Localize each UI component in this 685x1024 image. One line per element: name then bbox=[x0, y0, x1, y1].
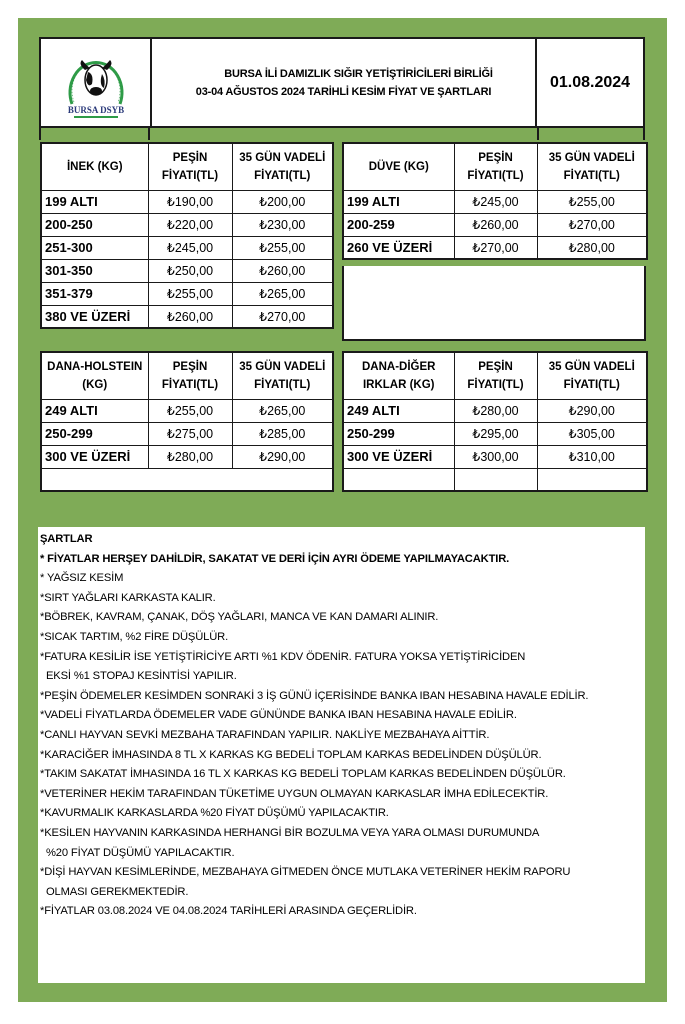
cash-price: ₺245,00 bbox=[454, 190, 537, 213]
column-header-cash-price: PEŞİN FİYATI(TL) bbox=[148, 143, 232, 190]
organization-title: BURSA İLİ DAMIZLIK SIĞIR YETİŞTİRİCİLERİ BİRLİĞİ bbox=[224, 67, 493, 80]
divider bbox=[148, 126, 150, 140]
condition-line: *TAKIM SAKATAT İMHASINDA 16 TL X KARKAS KG BEDELİ TOPLAM KARKAS BEDELİNDEN DÜŞÜLÜR. bbox=[40, 768, 566, 781]
table-header-row bbox=[41, 143, 333, 190]
term-price: ₺230,00 bbox=[232, 213, 333, 236]
term-price: ₺305,00 bbox=[537, 422, 647, 445]
weight-range: 260 VE ÜZERİ bbox=[343, 236, 454, 259]
header-spacer-row bbox=[39, 126, 645, 140]
cash-price: ₺255,00 bbox=[148, 282, 232, 305]
cash-price: ₺260,00 bbox=[454, 213, 537, 236]
weight-range: 200-259 bbox=[343, 213, 454, 236]
conditions-section bbox=[38, 527, 645, 983]
condition-line: OLMASI GEREKMEKTEDİR. bbox=[46, 885, 189, 898]
divider bbox=[537, 126, 539, 140]
weight-range: 199 ALTI bbox=[41, 190, 148, 213]
table-row bbox=[41, 399, 333, 422]
dana-diger-price-table bbox=[342, 351, 648, 492]
condition-line: * YAĞSIZ KESİM bbox=[40, 572, 124, 585]
empty-cell bbox=[343, 468, 454, 491]
column-header-weight: DANA-HOLSTEIN (KG) bbox=[41, 352, 148, 399]
duve-price-table bbox=[342, 142, 648, 260]
bursa-dsyb-logo-icon bbox=[60, 44, 132, 122]
term-price: ₺265,00 bbox=[232, 399, 333, 422]
table-row bbox=[41, 282, 333, 305]
table-row bbox=[41, 305, 333, 328]
column-header-35-day-price: 35 GÜN VADELİ FİYATI(TL) bbox=[537, 143, 647, 190]
cash-price: ₺280,00 bbox=[148, 445, 232, 468]
weight-range: 300 VE ÜZERİ bbox=[343, 445, 454, 468]
dana-holstein-price-table bbox=[40, 351, 334, 492]
document-date: 01.08.2024 bbox=[549, 73, 631, 91]
condition-line: *KESİLEN HAYVANIN KARKASINDA HERHANGİ BİR BOZULMA VEYA YARA OLMASI DURUMUNDA bbox=[40, 826, 540, 839]
condition-line: %20 FİYAT DÜŞÜMÜ YAPILACAKTIR. bbox=[46, 846, 235, 859]
condition-line: EKSİ %1 STOPAJ KESİNTİSİ YAPILIR. bbox=[46, 670, 237, 683]
inek-price-table bbox=[40, 142, 334, 329]
condition-line: *DİŞİ HAYVAN KESİMLERİNDE, MEZBAHAYA GİTMEDEN ÖNCE MUTLAKA VETERİNER HEKİM RAPORU bbox=[40, 866, 571, 879]
table-row bbox=[343, 213, 647, 236]
empty-cell bbox=[537, 468, 647, 491]
table-row bbox=[41, 190, 333, 213]
weight-range: 300 VE ÜZERİ bbox=[41, 445, 148, 468]
weight-range: 249 ALTI bbox=[343, 399, 454, 422]
column-header-35-day-price: 35 GÜN VADELİ FİYATI(TL) bbox=[232, 143, 333, 190]
condition-line: *BÖBREK, KAVRAM, ÇANAK, DÖŞ YAĞLARI, MANCA VE KAN DAMARI ALINIR. bbox=[40, 611, 439, 624]
empty-table-area bbox=[342, 266, 646, 341]
term-price: ₺310,00 bbox=[537, 445, 647, 468]
column-header-cash-price: PEŞİN FİYATI(TL) bbox=[454, 352, 537, 399]
cash-price: ₺250,00 bbox=[148, 259, 232, 282]
weight-range: 249 ALTI bbox=[41, 399, 148, 422]
column-header-weight: İNEK (KG) bbox=[41, 143, 148, 190]
weight-range: 250-299 bbox=[41, 422, 148, 445]
document-header bbox=[39, 37, 645, 128]
cash-price: ₺220,00 bbox=[148, 213, 232, 236]
svg-text:BURSA DSYB: BURSA DSYB bbox=[67, 104, 124, 115]
column-header-cash-price: PEŞİN FİYATI(TL) bbox=[148, 352, 232, 399]
term-price: ₺270,00 bbox=[232, 305, 333, 328]
term-price: ₺285,00 bbox=[232, 422, 333, 445]
weight-range: 199 ALTI bbox=[343, 190, 454, 213]
table-header-row bbox=[343, 352, 647, 399]
weight-range: 251-300 bbox=[41, 236, 148, 259]
weight-range: 380 VE ÜZERİ bbox=[41, 305, 148, 328]
table-header-row bbox=[343, 143, 647, 190]
cash-price: ₺275,00 bbox=[148, 422, 232, 445]
condition-line: *KARACİĞER İMHASINDA 8 TL X KARKAS KG BEDELİ TOPLAM KARKAS BEDELİNDEN DÜŞÜLÜR. bbox=[40, 748, 542, 761]
cash-price: ₺295,00 bbox=[454, 422, 537, 445]
column-header-weight: DANA-DİĞER IRKLAR (KG) bbox=[343, 352, 454, 399]
weight-range: 301-350 bbox=[41, 259, 148, 282]
cash-price: ₺270,00 bbox=[454, 236, 537, 259]
table-row bbox=[343, 422, 647, 445]
table-row bbox=[41, 422, 333, 445]
weight-range: 250-299 bbox=[343, 422, 454, 445]
column-header-cash-price: PEŞİN FİYATI(TL) bbox=[454, 143, 537, 190]
weight-range: 200-250 bbox=[41, 213, 148, 236]
term-price: ₺260,00 bbox=[232, 259, 333, 282]
condition-line: *VADELİ FİYATLARDA ÖDEMELER VADE GÜNÜNDE BANKA IBAN HESABINA HAVALE EDİLİR. bbox=[40, 709, 517, 722]
term-price: ₺270,00 bbox=[537, 213, 647, 236]
term-price: ₺265,00 bbox=[232, 282, 333, 305]
cash-price: ₺300,00 bbox=[454, 445, 537, 468]
table-header-row bbox=[41, 352, 333, 399]
table-row bbox=[41, 445, 333, 468]
empty-cell bbox=[454, 468, 537, 491]
condition-line: *FİYATLAR 03.08.2024 VE 04.08.2024 TARİHLERİ ARASINDA GEÇERLİDİR. bbox=[40, 905, 417, 918]
empty-cell bbox=[41, 468, 333, 491]
term-price: ₺280,00 bbox=[537, 236, 647, 259]
condition-line: *FATURA KESİLİR İSE YETİŞTİRİCİYE ARTI %1 KDV ÖDENİR. FATURA YOKSA YETİŞTİRİCİDEN bbox=[40, 650, 526, 663]
condition-line: *SICAK TARTIM, %2 FİRE DÜŞÜLÜR. bbox=[40, 630, 229, 643]
term-price: ₺290,00 bbox=[537, 399, 647, 422]
table-row bbox=[41, 213, 333, 236]
logo-cell bbox=[41, 39, 152, 126]
document-title: 03-04 AĞUSTOS 2024 TARİHLİ KESİM FİYAT VE ŞARTLARI bbox=[195, 85, 492, 98]
column-header-weight: DÜVE (KG) bbox=[343, 143, 454, 190]
condition-line: *KAVURMALIK KARKASLARDA %20 FİYAT DÜŞÜMÜ YAPILACAKTIR. bbox=[40, 807, 389, 820]
condition-line: *VETERİNER HEKİM TARAFINDAN TÜKETİME UYGUN OLMAYAN KARKASLAR İMHA EDİLECEKTİR. bbox=[40, 787, 549, 800]
cash-price: ₺280,00 bbox=[454, 399, 537, 422]
condition-line: *SIRT YAĞLARI KARKASTA KALIR. bbox=[40, 591, 216, 604]
condition-line: * FİYATLAR HERŞEY DAHİLDİR, SAKATAT VE DERİ İÇİN AYRI ÖDEME YAPILMAYACAKTIR. bbox=[40, 552, 510, 565]
table-row bbox=[343, 399, 647, 422]
term-price: ₺255,00 bbox=[232, 236, 333, 259]
column-header-35-day-price: 35 GÜN VADELİ FİYATI(TL) bbox=[537, 352, 647, 399]
column-header-35-day-price: 35 GÜN VADELİ FİYATI(TL) bbox=[232, 352, 333, 399]
cash-price: ₺260,00 bbox=[148, 305, 232, 328]
cash-price: ₺190,00 bbox=[148, 190, 232, 213]
empty-row bbox=[343, 468, 647, 491]
cash-price: ₺245,00 bbox=[148, 236, 232, 259]
term-price: ₺200,00 bbox=[232, 190, 333, 213]
weight-range: 351-379 bbox=[41, 282, 148, 305]
cash-price: ₺255,00 bbox=[148, 399, 232, 422]
table-row bbox=[343, 236, 647, 259]
condition-line: *PEŞİN ÖDEMELER KESİMDEN SONRAKİ 3 İŞ GÜNÜ İÇERİSİNDE BANKA IBAN HESABINA HAVALE EDİLİR. bbox=[40, 689, 589, 702]
table-row bbox=[41, 259, 333, 282]
term-price: ₺255,00 bbox=[537, 190, 647, 213]
conditions-title: ŞARTLAR bbox=[40, 533, 93, 545]
empty-row bbox=[41, 468, 333, 491]
title-cell bbox=[152, 39, 537, 126]
condition-line: *CANLI HAYVAN SEVKİ MEZBAHA TARAFINDAN YAPILIR. NAKLİYE MEZBAHAYA AİTTİR. bbox=[40, 728, 490, 741]
table-row bbox=[343, 445, 647, 468]
table-row bbox=[41, 236, 333, 259]
table-row bbox=[343, 190, 647, 213]
term-price: ₺290,00 bbox=[232, 445, 333, 468]
